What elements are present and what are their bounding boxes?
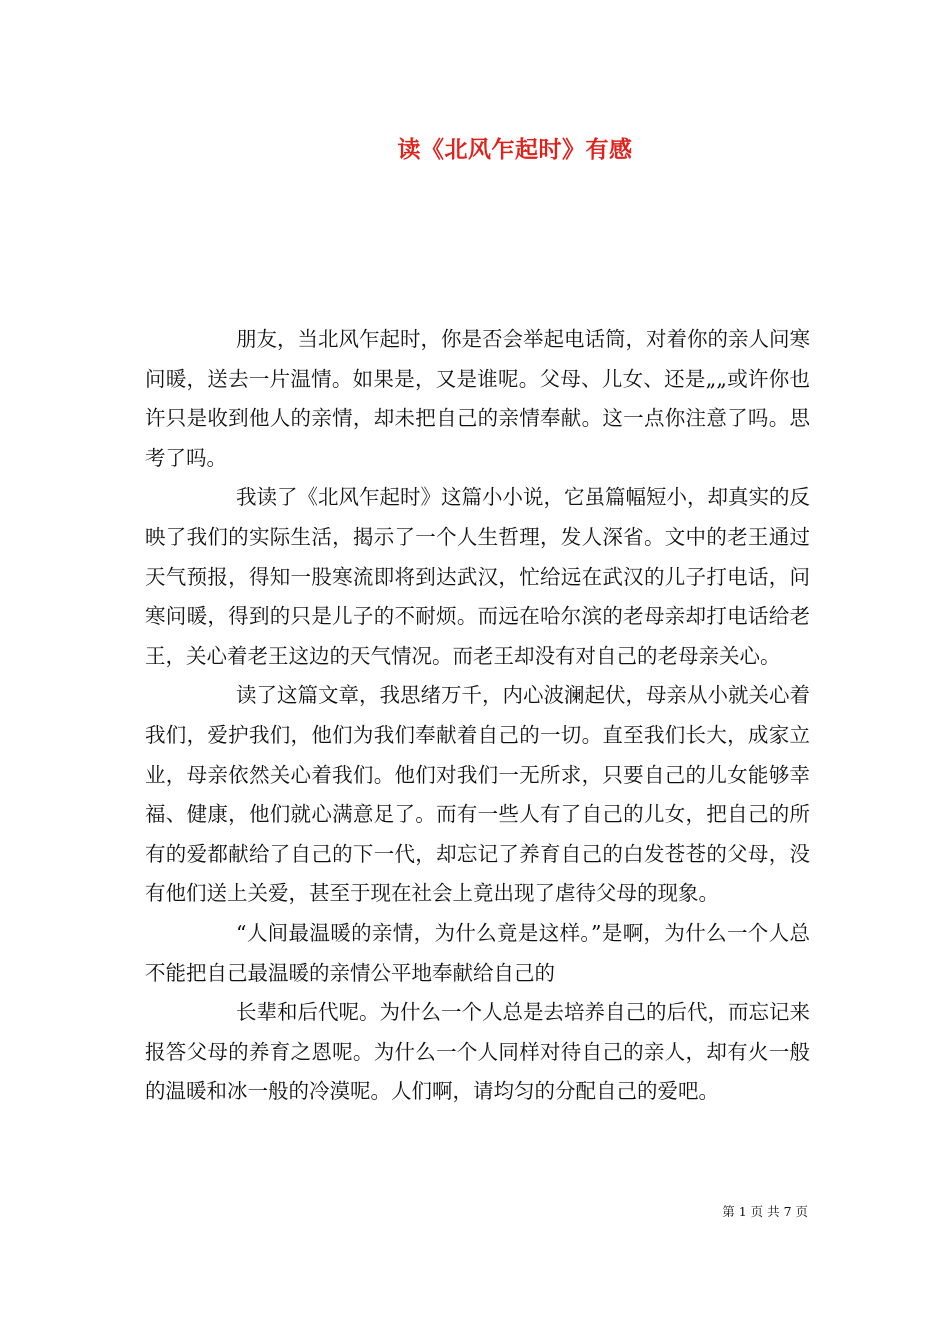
paragraph-4: “人间最温暖的亲情，为什么竟是这样。”是啊，为什么一个人总不能把自己最温暖的亲情公平地奉献给自己的 (145, 920, 810, 985)
page-number-footer: 第 1 页 共 7 页 (722, 1204, 808, 1219)
paragraph-3: 读了这篇文章，我思绪万千，内心波澜起伏，母亲从小就关心着我们，爱护我们，他们为我们奉献着自己的一切。直至我们长大，成家立业，母亲依然关心着我们。他们对我们一无所求，只要自己的儿女能够幸福、健康，他们就心满意足了。而有一些人有了自己的儿女，把自己的所有的爱都献给了自己的下一代，却忘记了养育自己的白发苍苍的父母，没有他们送上关爱，甚至于现在社会上竟出现了虐待父母的现象。 (145, 683, 810, 906)
paragraph-5: 长辈和后代呢。为什么一个人总是去培养自己的后代，而忘记来报答父母的养育之恩呢。为什么一个人同样对待自己的亲人，却有火一般的温暖和冰一般的冷漠呢。人们啊，请均匀的分配自己的爱吧。 (145, 1000, 810, 1104)
document-body (145, 320, 810, 1112)
paragraph-2: 我读了《北风乍起时》这篇小小说，它虽篇幅短小，却真实的反映了我们的实际生活，揭示了一个人生哲理，发人深省。文中的老王通过天气预报，得知一股寒流即将到达武汉，忙给远在武汉的儿子打电话，问寒问暖，得到的只是儿子的不耐烦。而远在哈尔滨的老母亲却打电话给老王，关心着老王这边的天气情况。而老王却没有对自己的老母亲关心。 (145, 485, 810, 668)
paragraph-1: 朋友，当北风乍起时，你是否会举起电话筒，对着你的亲人问寒问暖，送去一片温情。如果是，又是谁呢。父母、儿女、还是„„或许你也许只是收到他人的亲情，却未把自己的亲情奉献。这一点你注意了吗。思考了吗。 (145, 327, 810, 470)
document-title: 读《北风乍起时》有感 (397, 136, 633, 163)
